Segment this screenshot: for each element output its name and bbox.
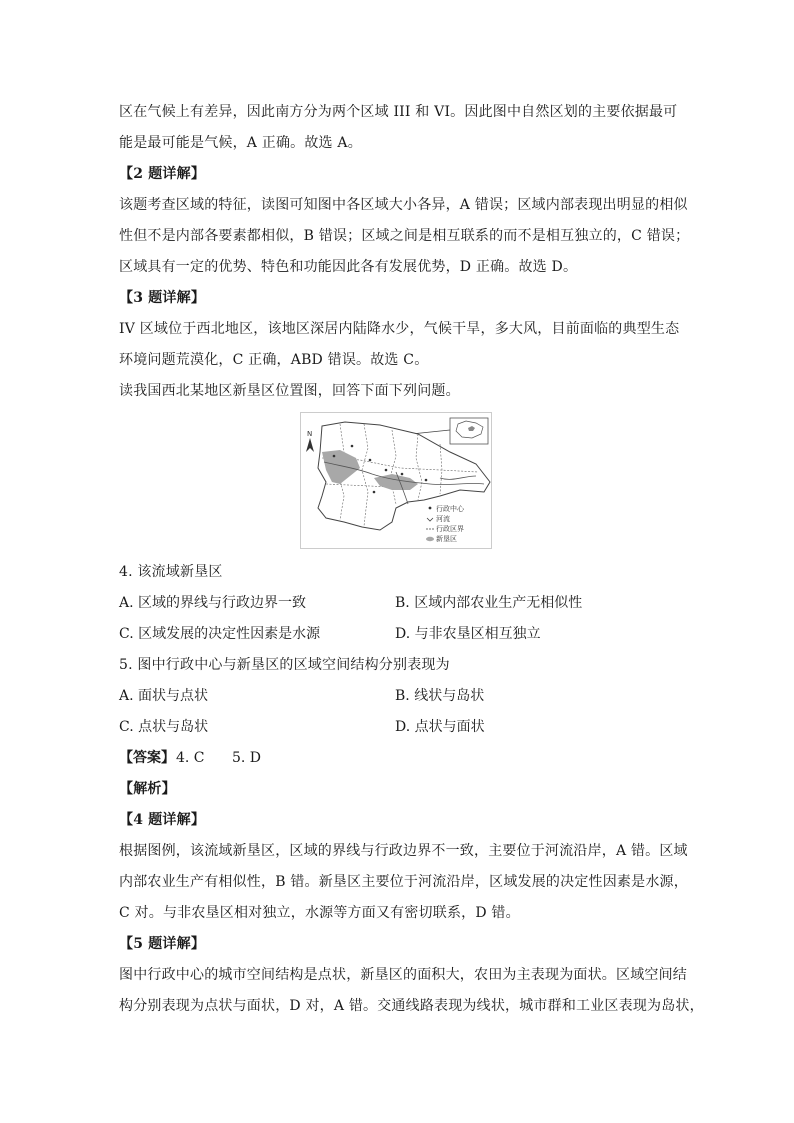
- q5-option-a: A. 面状与点状: [119, 688, 209, 704]
- paragraph-line: 内部农业生产有相似性，B 错。新垦区主要位于河流沿岸，区域发展的决定性因素是水源，: [119, 874, 688, 890]
- section-heading: 【2 题详解】: [119, 166, 206, 182]
- reclamation-map-figure: [300, 412, 492, 549]
- paragraph-line: 区在气候上有差异，因此南方分为两个区域 III 和 VI。因此图中自然区划的主要依据最可: [119, 104, 678, 120]
- section-heading: 【3 题详解】: [119, 290, 206, 306]
- paragraph-line: 该题考查区域的特征，读图可知图中各区域大小各异，A 错误；区域内部表现出明显的相似: [119, 197, 688, 213]
- section-heading: 【5 题详解】: [119, 936, 206, 952]
- paragraph-line: 性但不是内部各要素都相似，B 错误；区域之间是相互联系的而不是相互独立的，C 错误；: [119, 228, 690, 244]
- q4-option-a: A. 区域的界线与行政边界一致: [119, 595, 307, 611]
- legend-river: 河流: [436, 515, 450, 523]
- question-4-stem: 4. 该流域新垦区: [119, 564, 223, 580]
- paragraph-line: 根据图例，该流域新垦区，区域的界线与行政边界不一致，主要位于河流沿岸，A 错。区域: [119, 843, 688, 859]
- section-heading: 【4 题详解】: [119, 812, 206, 828]
- admin-center-symbol-icon: [429, 507, 432, 510]
- paragraph-line: 区域具有一定的优势、特色和功能因此各有发展优势，D 正确。故选 D。: [119, 259, 578, 275]
- paragraph-line: 能是最可能是气候，A 正确。故选 A。: [119, 135, 362, 151]
- reclaimed-symbol-icon: [426, 537, 434, 541]
- legend-admin-boundary: 行政区界: [436, 525, 464, 533]
- answer-label: 【答案】: [119, 750, 175, 766]
- q4-option-c: C. 区域发展的决定性因素是水源: [119, 626, 321, 642]
- answer-q5: 5. D: [232, 750, 262, 766]
- paragraph-line: IV 区域位于西北地区，该地区深居内陆降水少，气候干旱，多大风，目前面临的典型生态: [119, 321, 680, 337]
- q4-option-b: B. 区域内部农业生产无相似性: [395, 595, 583, 611]
- answer-q4: 4. C: [176, 750, 205, 766]
- paragraph-line: 环境问题荒漠化，C 正确，ABD 错误。故选 C。: [119, 352, 429, 368]
- q5-option-d: D. 点状与面状: [395, 719, 485, 735]
- paragraph-line: 构分别表现为点状与面状，D 对，A 错。交通线路表现为线状，城市群和工业区表现为岛状，: [119, 998, 704, 1014]
- map-svg: [300, 412, 492, 549]
- legend-reclaimed-area: 新垦区: [436, 535, 457, 543]
- q4-option-d: D. 与非农垦区相互独立: [395, 626, 541, 642]
- paragraph-line: 读我国西北某地区新垦区位置图，回答下面下列问题。: [119, 383, 460, 399]
- q5-option-b: B. 线状与岛状: [395, 688, 485, 704]
- north-label: N: [307, 430, 313, 438]
- question-5-stem: 5. 图中行政中心与新垦区的区域空间结构分别表现为: [119, 657, 450, 673]
- paragraph-line: C 对。与非农垦区相对独立，水源等方面又有密切联系，D 错。: [119, 905, 520, 921]
- q5-option-c: C. 点状与岛状: [119, 719, 209, 735]
- paragraph-line: 图中行政中心的城市空间结构是点状，新垦区的面积大，农田为主表现为面状。区域空间结: [119, 967, 687, 983]
- legend-admin-center: 行政中心: [436, 505, 464, 513]
- analysis-label: 【解析】: [119, 781, 176, 797]
